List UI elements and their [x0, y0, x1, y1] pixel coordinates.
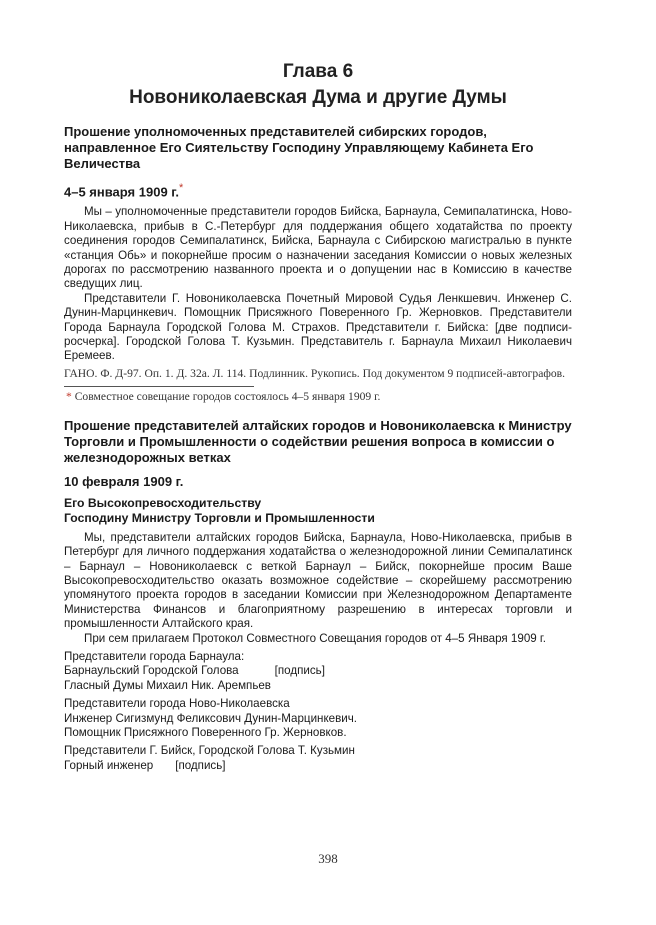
footnote-text: Совместное совещание городов состоялось 4–5 января 1909 г.	[74, 389, 381, 403]
section1-title: Прошение уполномоченных представителей сибирских городов, направленное Его Сиятельству Господину Управляющему Кабинета Его Величества	[64, 124, 534, 171]
barnaul-signature-mark: [подпись]	[274, 664, 325, 678]
chapter-heading	[64, 60, 572, 110]
addressee-line2: Господину Министру Торговли и Промышленности	[64, 510, 375, 525]
section1-date-line	[64, 180, 572, 200]
signature-block	[64, 650, 572, 773]
nn-header: Представители города Ново-Николаевска	[64, 697, 290, 711]
barnaul-member: Гласный Думы Михаил Ник. Аремпьев	[64, 678, 271, 692]
biysk-signature-mark: [подпись]	[175, 758, 226, 772]
chapter-title: Новониколаевская Дума и другие Думы	[129, 87, 507, 108]
section2-paragraph2: При сем прилагаем Протокол Совместного Совещания городов от 4–5 Января 1909 г.	[84, 631, 546, 645]
footnote-divider	[64, 386, 254, 387]
chapter-number: Глава 6	[282, 61, 354, 82]
addressee	[64, 496, 572, 526]
biysk-line: Представители Г. Бийск, Городской Голова Т. Кузьмин	[64, 744, 355, 758]
biysk-engineer-row	[64, 759, 572, 773]
barnaul-mayor-row	[64, 664, 572, 678]
page-content	[64, 60, 572, 773]
section2-date: 10 февраля 1909 г.	[64, 473, 184, 489]
barnaul-header: Представители города Барнаула:	[64, 650, 245, 664]
section2-title: Прошение представителей алтайских городов и Новониколаевска к Министру Торговли и Промышленности о содействии решения вопроса в комиссии о железнодорожных ветках	[64, 417, 572, 465]
biysk-engineer: Горный инженер	[64, 758, 154, 772]
nn-engineer: Инженер Сигизмунд Феликсович Дунин-Марцинкевич.	[64, 711, 358, 725]
section1-date: 4–5 января 1909 г.	[64, 184, 180, 200]
archive-reference: ГАНО. Ф. Д-97. Оп. 1. Д. 32а. Л. 114. Подлинник. Рукопись. Под документом 9 подписей-автографов.	[64, 366, 566, 380]
addressee-line1: Его Высокопревосходительству	[64, 495, 262, 510]
nn-assistant: Помощник Присяжного Поверенного Гр. Жерновков.	[64, 726, 347, 740]
section2-paragraph1: Мы, представители алтайских городов Бийска, Барнаула, Ново-Николаевска, прибыв в Петербург для личного поддержания ходатайства о железнодорожной линии Семипалатинск – Барнаул – Новониколаевск с веткой Барнаул – Бийск, покорнейше просим Ваше Высокопревосходительство оказать возможное содействие – скорейшему рассмотрению упомянутого проекта городов в заседании Комиссии при Железнодорожном Департаменте Министерства Финансов и благоприятному разрешению в интересах торговли и промышленности Алтайского края.	[64, 530, 572, 631]
footnote-star: *	[66, 389, 72, 403]
section1-paragraph2: Представители Г. Новониколаевска Почетный Мировой Судья Ленкшевич. Инженер С. Дунин-Марцинкевич. Помощник Присяжного Поверенного Гр. Жерновков. Представители Города Барнаула Городской Голова М. Страхов. Представители г. Бийска: [две подписи-росчерка]. Городской Голова Т. Кузьмин. Представитель г. Барнаула Михаил Николаевич Еремеев.	[64, 291, 572, 363]
section1-paragraph1: Мы – уполномоченные представители городов Бийска, Барнаула, Семипалатинска, Ново-Николаевска, прибыв в С.-Петербург для поддержания общего ходатайства по проекту соединения городов Семипалатинск, Бийска, Барнаула с Сибирскою магистралью в пункте «станция Обь» и покорнейше просим о назначении заседания Комиссии о новых железных дорогах по рассмотрению названного проекта и о допущении нас в Комиссию в качестве сведущих лиц.	[64, 205, 572, 291]
page-number: 398	[318, 851, 338, 866]
footnote-marker: *	[179, 182, 184, 194]
footnote	[64, 390, 572, 404]
barnaul-mayor: Барнаульский Городской Голова	[64, 664, 239, 678]
